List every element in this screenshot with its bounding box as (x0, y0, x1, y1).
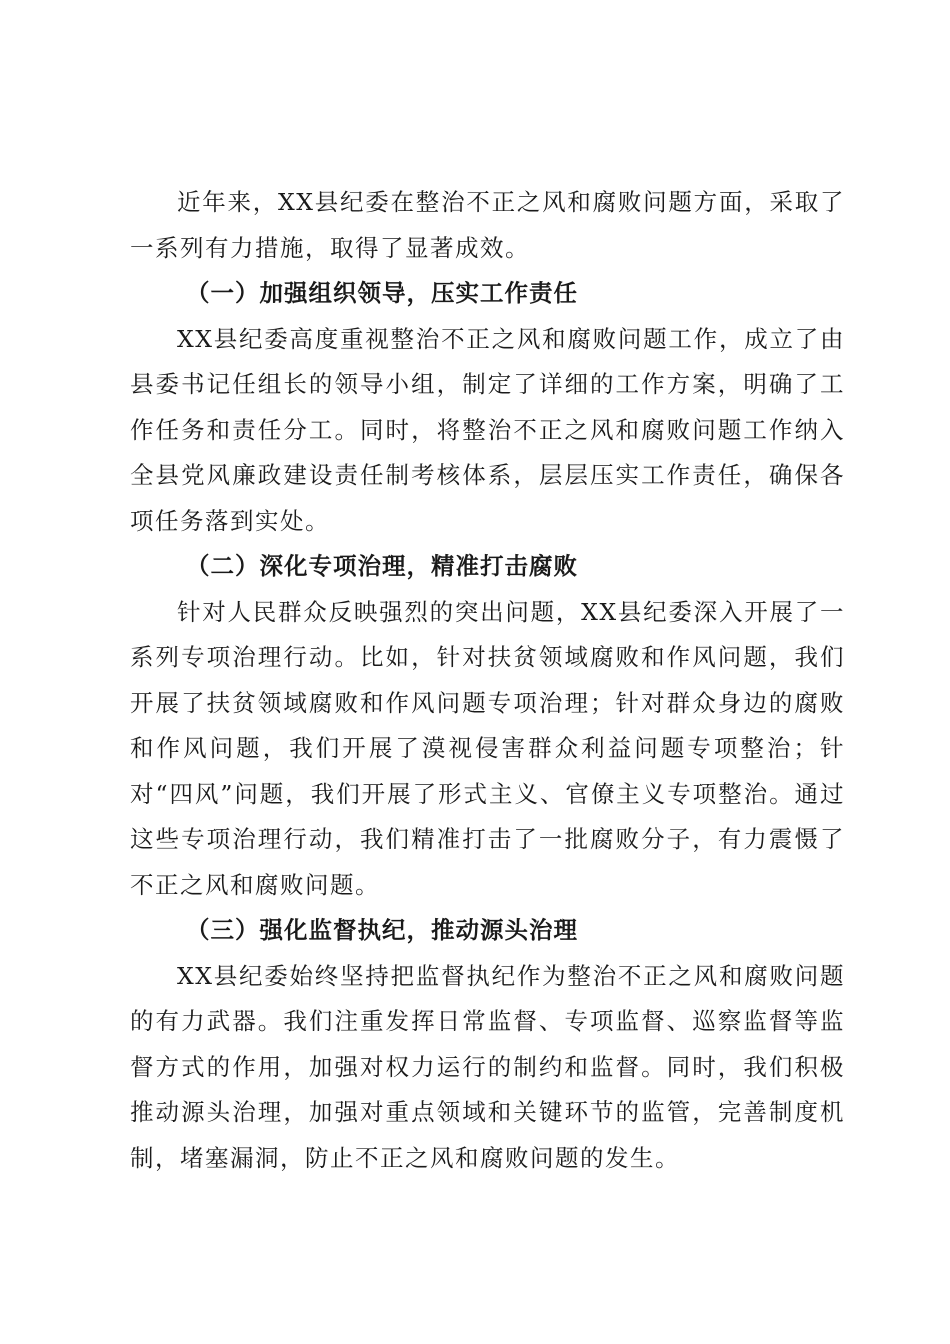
section-2-heading: （二）深化专项治理，精准打击腐败 (186, 552, 578, 580)
document-page (130, 180, 845, 1181)
section-1-body: XX县纪委高度重视整治不正之风和腐败问题工作，成立了由县委书记任组长的领导小组，制定了详细的工作方案，明确了工作任务和责任分工。同时，将整治不正之风和腐败问题工作纳入全县党风廉政建设责任制考核体系，层层压实工作责任，确保各项任务落到实处。 (130, 324, 845, 535)
section-2-body: 针对人民群众反映强烈的突出问题，XX县纪委深入开展了一系列专项治理行动。比如，针对扶贫领域腐败和作风问题，我们开展了扶贫领域腐败和作风问题专项治理；针对群众身边的腐败和作风问题，我们开展了漠视侵害群众利益问题专项整治；针对“四风”问题，我们开展了形式主义、官僚主义专项整治。通过这些专项治理行动，我们精准打击了一批腐败分子，有力震慑了不正之风和腐败问题。 (130, 597, 845, 899)
section-3-body: XX县纪委始终坚持把监督执纪作为整治不正之风和腐败问题的有力武器。我们注重发挥日常监督、专项监督、巡察监督等监督方式的作用，加强对权力运行的制约和监督。同时，我们积极推动源头治理，加强对重点领域和关键环节的监管，完善制度机制，堵塞漏洞，防止不正之风和腐败问题的发生。 (130, 961, 845, 1172)
section-1-heading: （一）加强组织领导，压实工作责任 (186, 279, 578, 307)
section-3-heading: （三）强化监督执纪，推动源头治理 (186, 916, 578, 944)
intro-paragraph: 近年来，XX县纪委在整治不正之风和腐败问题方面，采取了一系列有力措施，取得了显著成效。 (130, 188, 845, 262)
